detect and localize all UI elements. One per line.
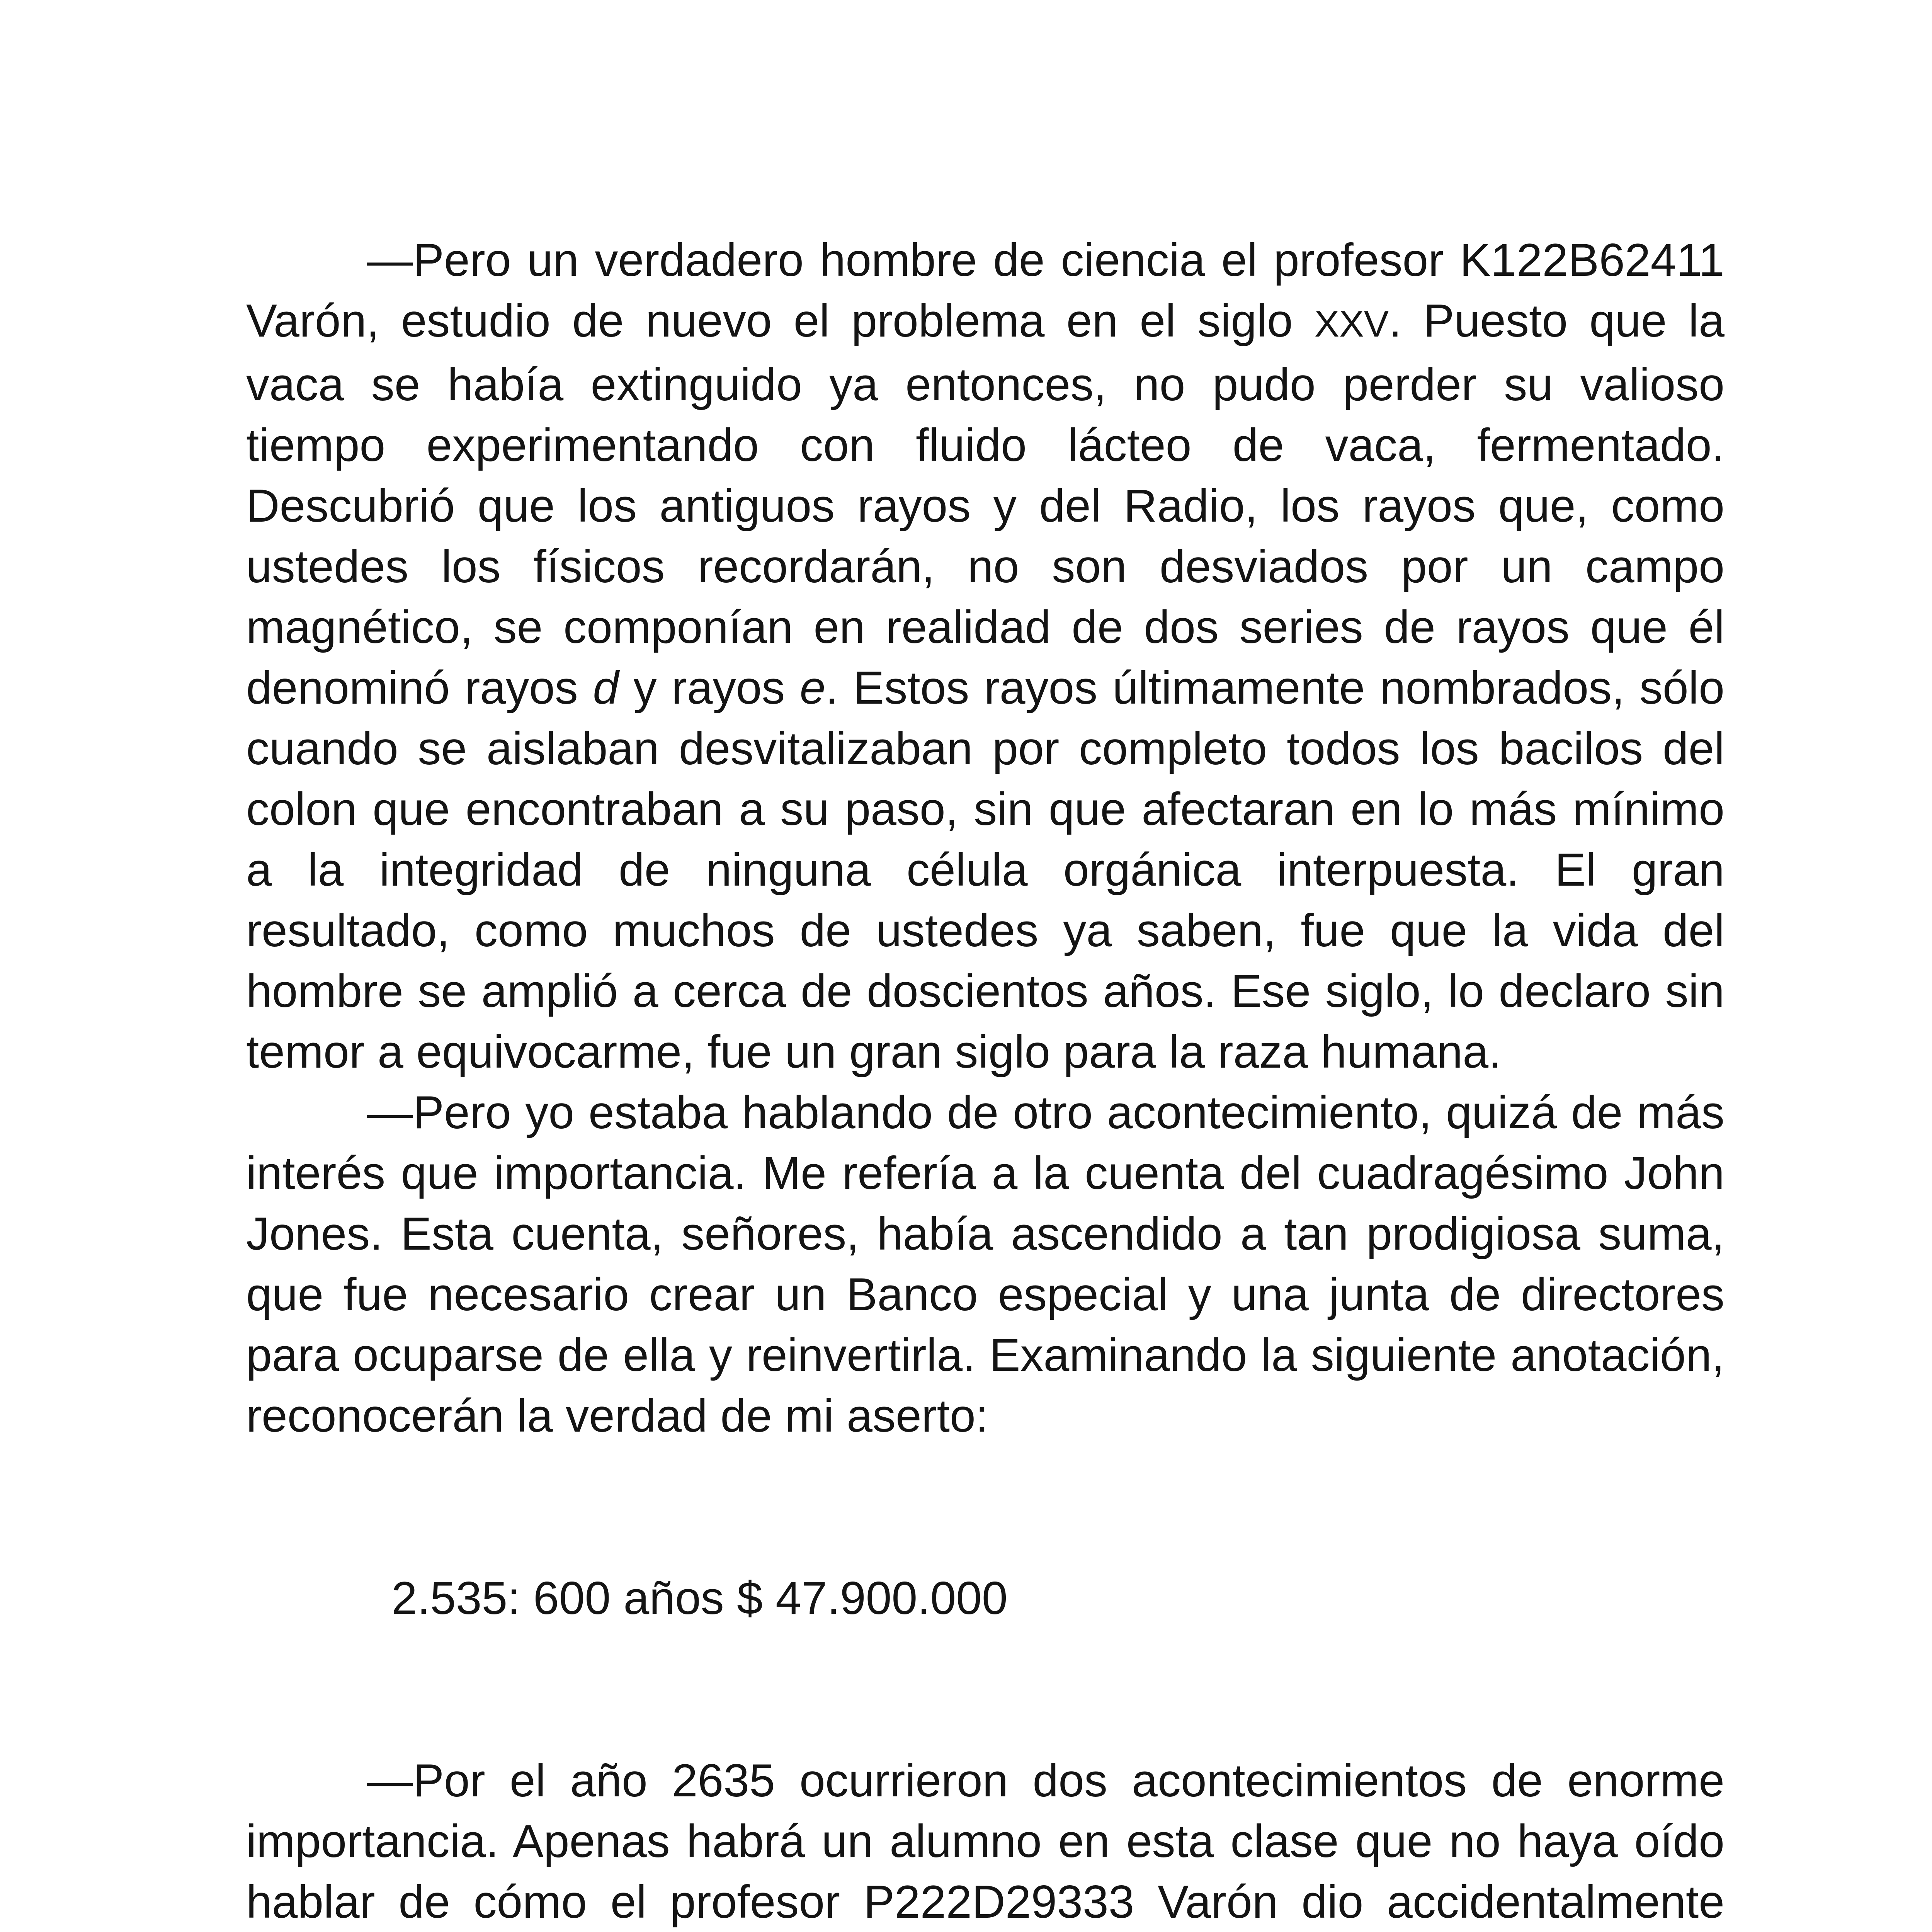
page-body [246,230,1725,1932]
paragraph [246,230,1725,1082]
paragraph-text: y rayos [619,662,800,714]
paragraph-text: . Estos rayos últimamente nombrados, sólo cuando se aislaban desvitalizaban por completo todos los bacilos del colon que encontraban a su paso, sin que afectaran en lo más mínimo a la integridad de ninguna célula orgánica interpuesta. El gran resultado, como muchos de ustedes ya saben, fue que la vida del hombre se amplió a cerca de doscientos años. Ese siglo, lo declaro sin temor a equivocarme, fue un gran siglo para la raza humana. [246,662,1725,1078]
ray-name-d: d [593,662,619,714]
paragraph [246,1082,1725,1446]
paragraph-text: . Puesto que la vaca se había extinguido ya entonces, no pudo perder su valioso tiempo experimentando con fluido lácteo de vaca, fermentado. Descubrió que los antiguos rayos y del Radio, los rayos que, como ustedes los físicos recordarán, no son desviados por un campo magnético, se componían en realidad de dos series de rayos que él denominó rayos [246,295,1725,714]
ledger-entry: 2.535: 600 años $ 47.900.000 [391,1572,1008,1624]
ray-name-e: e [799,662,826,714]
century-numeral: XXV [1314,303,1389,345]
paragraph-text: —Pero yo estaba hablando de otro acontecimiento, quizá de más interés que importancia. Me refería a la cuenta del cuadragésimo John Jones. Esta cuenta, señores, había ascendido a tan prodigiosa suma, que fue necesario crear un Banco especial y una junta de directores para ocuparse de ella y reinvertirla. Examinando la siguiente anotación, reconocerán la verdad de mi aserto: [246,1087,1725,1442]
paragraph-text: —Pero un verdadero hombre de ciencia el profesor K122B62411 Varón, estudio de nuevo el problema en el siglo [246,234,1725,347]
paragraph: —Por el año 2635 ocurrieron dos acontecimientos de enorme importancia. Apenas habrá un alumno en esta clase que no haya oído hablar de cómo el profesor P222D29333 Varón dio accidentalmente [246,1755,1725,1928]
